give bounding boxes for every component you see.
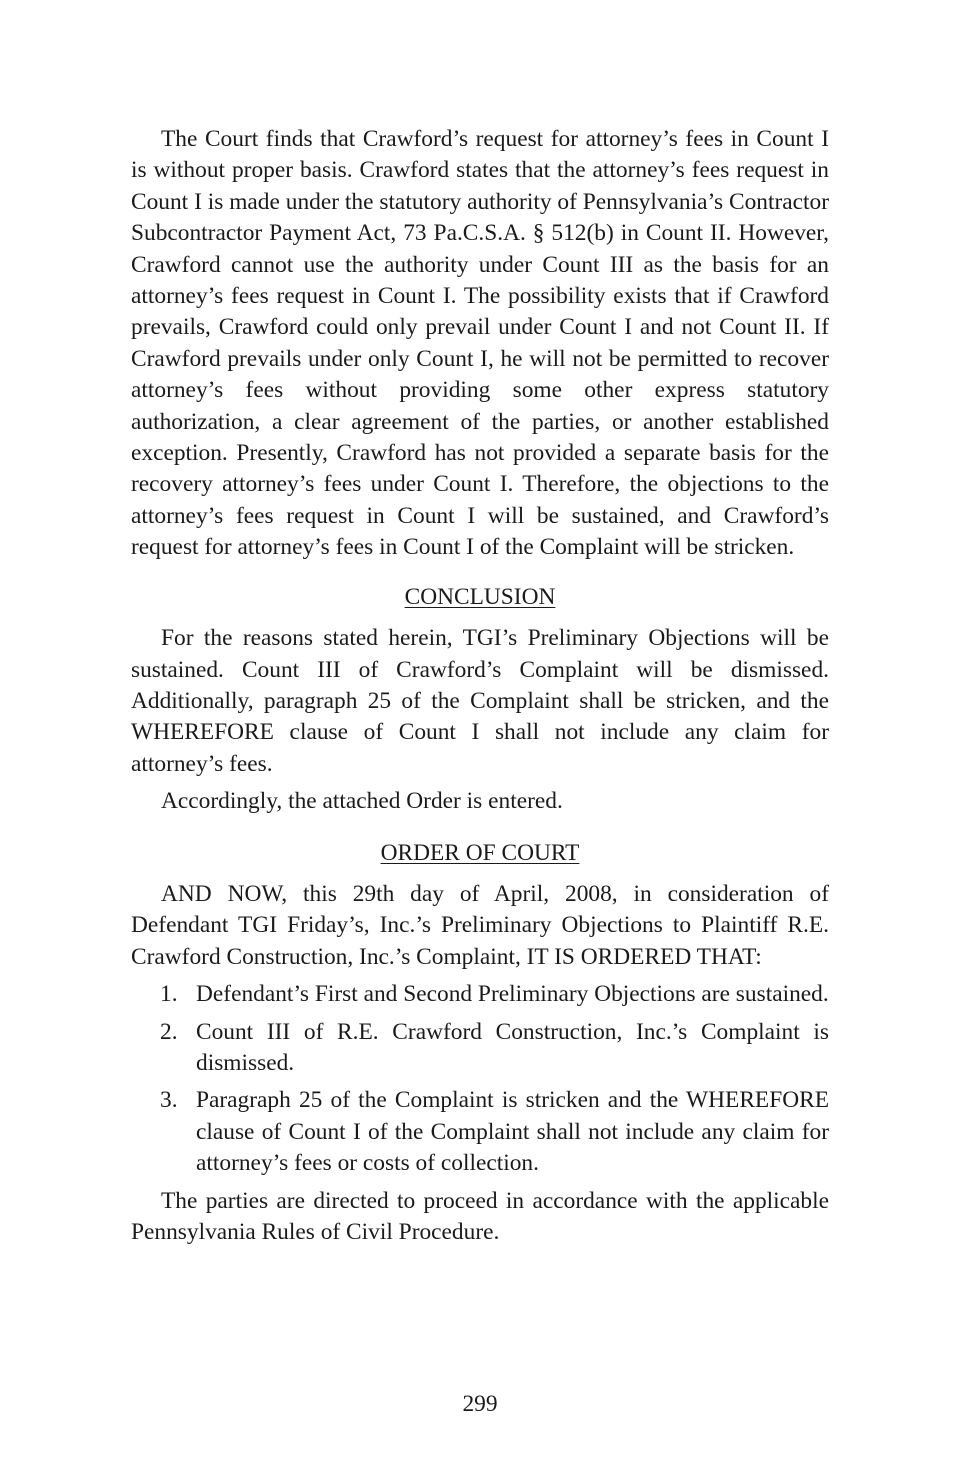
conclusion-order-entered: Accordingly, the attached Order is entered. [161,788,563,815]
order-item-number: 3. [160,1087,178,1114]
order-item-text: Defendant’s First and Second Preliminary Objections are sustained. [196,981,829,1008]
document-page [131,124,829,1248]
page-number: 299 [462,1391,498,1417]
order-heading: ORDER OF COURT [380,839,580,866]
order-item-text: Count III of R.E. Crawford Construction, Inc.’s Complaint is dismissed. [196,1018,829,1076]
order-item-text: Paragraph 25 of the Complaint is stricken and the WHEREFORE clause of Count I of the Complaint shall not include any claim for attorney’s fees or costs of collection. [196,1087,829,1177]
conclusion-heading: CONCLUSION [404,583,556,610]
order-list [131,979,829,1179]
order-item [131,1017,829,1080]
order-closing: The parties are directed to proceed in accordance with the applicable Pennsylvania Rules of Civil Procedure. [131,1187,829,1245]
order-intro: AND NOW, this 29th day of April, 2008, in consideration of Defendant TGI Friday’s, Inc.’s Preliminary Objections to Plaintiff R.E. Crawford Construction, Inc.’s Complaint, IT IS ORDERED THAT: [131,880,829,970]
body-paragraph: The Court finds that Crawford’s request for attorney’s fees in Count I is without proper basis. Crawford states that the attorney’s fees request in Count I is made under the statutory authority of Pennsylvania’s Contractor Subcontractor Payment Act, 73 Pa.C.S.A. § 512(b) in Count II. However, Crawford cannot use the authority under Count III as the basis for an attorney’s fees request in Count I. The possibility exists that if Crawford prevails, Crawford could only prevail under Count I and not Count II. If Crawford prevails under only Count I, he will not be permitted to recover attorney’s fees without providing some other express statutory authorization, a clear agreement of the parties, or another established exception. Presently, Crawford has not provided a separate basis for the recovery attorney’s fees under Count I. Therefore, the objections to the attorney’s fees request in Count I will be sustained, and Crawford’s request for attorney’s fees in Count I of the Complaint will be stricken. [131,126,829,561]
order-item [131,979,829,1010]
order-item [131,1085,829,1179]
conclusion-paragraph: For the reasons stated herein, TGI’s Preliminary Objections will be sustained. Count III of Crawford’s Complaint will be dismissed. Additionally, paragraph 25 of the Complaint shall be stricken, and the WHEREFORE clause of Count I shall not include any claim for attorney’s fees. [131,625,829,777]
order-item-number: 2. [160,1018,178,1045]
order-item-number: 1. [160,981,178,1008]
